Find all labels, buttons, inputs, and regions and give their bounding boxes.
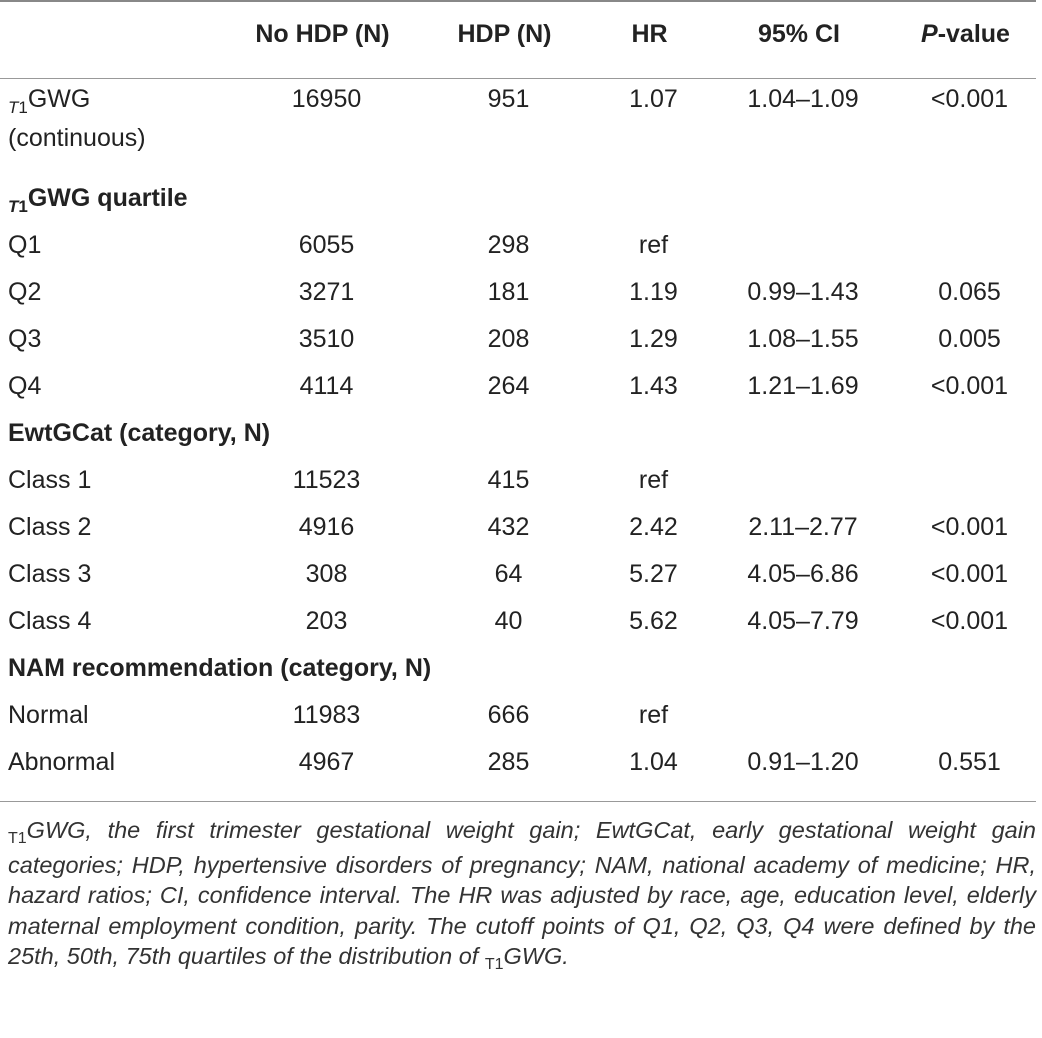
cell-ci: 4.05–6.86 [747, 560, 859, 588]
header-hdp: HDP (N) [457, 20, 552, 48]
cell-p [895, 457, 1036, 504]
row-label: Class 3 [8, 560, 92, 588]
row-label: Normal [8, 701, 89, 729]
table-row [0, 504, 1036, 551]
table-row [0, 692, 1036, 739]
section-label: EwtGCat (category, N) [8, 419, 271, 447]
cell-no-hdp: 203 [305, 607, 348, 635]
row-label: Q1 [8, 231, 42, 259]
cell-hr: 1.07 [629, 85, 678, 113]
cell-no-hdp: 4967 [298, 748, 355, 776]
cell-p: <0.001 [930, 372, 1009, 400]
cell-hdp: 432 [487, 513, 530, 541]
cell-hdp: 40 [494, 607, 523, 635]
cell-p: <0.001 [930, 607, 1009, 635]
footnote-subscript-start: T1 [8, 830, 27, 847]
row-label: Q3 [8, 325, 42, 353]
cell-no-hdp: 308 [305, 560, 348, 588]
row-label: Class 2 [8, 513, 92, 541]
header-row [0, 20, 1036, 78]
table-row [0, 457, 1036, 504]
cell-hdp: 951 [487, 85, 530, 113]
footnote-end: GWG. [503, 943, 569, 969]
cell-p: <0.001 [930, 85, 1009, 113]
row-label: Abnormal [8, 748, 115, 776]
section-label-text: GWG quartile [27, 184, 188, 212]
t1-subscript: T [8, 98, 19, 117]
cell-hr: ref [638, 701, 669, 729]
cell-hdp: 64 [494, 560, 523, 588]
cell-hdp: 298 [487, 231, 530, 259]
header-blank [0, 20, 232, 78]
row-label-main: GWG [27, 85, 91, 113]
cell-hdp: 181 [487, 278, 530, 306]
cell-ci: 1.21–1.69 [747, 372, 859, 400]
cell-hr: 1.04 [629, 748, 678, 776]
cell-hr: 1.29 [629, 325, 678, 353]
header-p-letter: P [921, 20, 938, 48]
cell-no-hdp: 6055 [298, 231, 355, 259]
section-row-ewtgcat [0, 410, 1036, 457]
cell-hdp: 285 [487, 748, 530, 776]
table-row [0, 551, 1036, 598]
cell-ci: 0.99–1.43 [747, 278, 859, 306]
cell-no-hdp: 3271 [298, 278, 355, 306]
cell-hr: 1.43 [629, 372, 678, 400]
cell-no-hdp: 4114 [299, 372, 354, 400]
cell-hdp: 264 [487, 372, 530, 400]
header-p-value [895, 20, 1036, 78]
header-p-suffix: -value [937, 20, 1010, 48]
cell-p: <0.001 [930, 560, 1009, 588]
cell-hdp: 208 [487, 325, 530, 353]
cell-hr: 5.62 [629, 607, 678, 635]
section-row-quartile [0, 175, 1036, 222]
cell-ci: 2.11–2.77 [748, 513, 858, 541]
top-rule [0, 0, 1036, 2]
cell-hr: ref [638, 231, 669, 259]
table-row-continuous [0, 78, 1036, 175]
t1-subscript-num: 1 [18, 197, 28, 216]
cell-no-hdp: 4916 [298, 513, 355, 541]
table-row [0, 739, 1036, 786]
cell-no-hdp: 16950 [291, 85, 362, 113]
cell-ci [703, 222, 895, 269]
table-row [0, 316, 1036, 363]
section-row-nam [0, 645, 1036, 692]
row-label-second: (continuous) [8, 124, 146, 152]
cell-no-hdp: 11523 [292, 466, 361, 494]
section-label [0, 175, 1036, 222]
cell-p: 0.005 [938, 325, 1001, 353]
table-row [0, 363, 1036, 410]
cell-no-hdp: 11983 [292, 701, 361, 729]
footnote-text: GWG, the first trimester gestational weight gain; EwtGCat, early gestational weight gain categories; HDP, hypertensive disorders of pregnancy; NAM, national academy of medicine; HR, hazard ratios; CI, confidence interval. The HR was adjusted by race, age, education level, elderly maternal employment condition, parity. The cutoff points of Q1, Q2, Q3, Q4 were defined by the 25th, 50th, 75th quartiles of the distribution of [8, 817, 1036, 969]
cell-p [895, 692, 1036, 739]
footnote-subscript-end: T1 [484, 956, 504, 973]
row-label: Class 1 [8, 466, 92, 494]
cell-p: 0.551 [938, 748, 1001, 776]
table-row [0, 222, 1036, 269]
cell-p: 0.065 [938, 278, 1001, 306]
table-footnote [8, 815, 1036, 976]
cell-hr: 2.42 [629, 513, 678, 541]
row-label: Q4 [8, 372, 42, 400]
cell-hr: 1.19 [629, 278, 678, 306]
t1-subscript: T [8, 197, 19, 216]
header-ci: 95% CI [758, 20, 840, 48]
cell-no-hdp: 3510 [298, 325, 355, 353]
row-label: Q2 [8, 278, 42, 306]
bottom-rule [0, 801, 1036, 802]
header-no-hdp: No HDP (N) [255, 20, 390, 48]
cell-ci [703, 692, 895, 739]
header-hr: HR [631, 20, 668, 48]
results-table [0, 20, 1036, 786]
table-row [0, 598, 1036, 645]
row-label: Class 4 [8, 607, 92, 635]
cell-ci: 1.04–1.09 [747, 85, 859, 113]
cell-ci [703, 457, 895, 504]
t1-subscript-num: 1 [18, 98, 28, 117]
table-row [0, 269, 1036, 316]
cell-hdp: 666 [487, 701, 530, 729]
cell-ci: 4.05–7.79 [747, 607, 859, 635]
cell-p: <0.001 [930, 513, 1009, 541]
section-label: NAM recommendation (category, N) [8, 654, 432, 682]
cell-p [895, 222, 1036, 269]
cell-hr: 5.27 [629, 560, 678, 588]
cell-ci: 0.91–1.20 [747, 748, 859, 776]
cell-hr: ref [638, 466, 669, 494]
row-label [0, 78, 232, 175]
cell-hdp: 415 [487, 466, 530, 494]
cell-ci: 1.08–1.55 [747, 325, 859, 353]
